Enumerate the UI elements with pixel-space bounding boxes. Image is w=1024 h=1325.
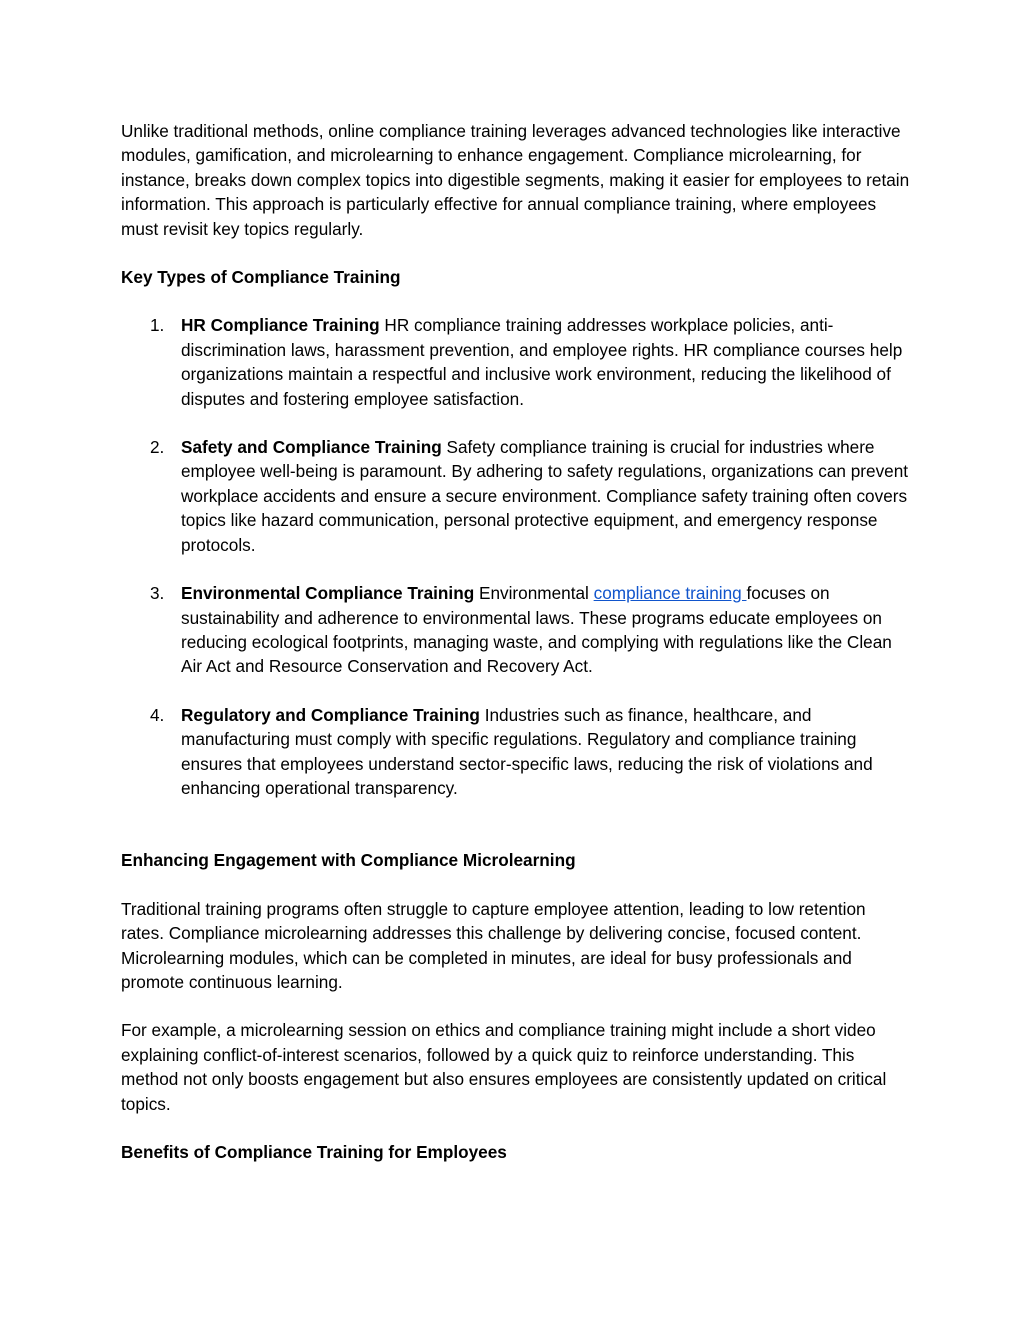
list-number: 3. xyxy=(150,583,165,604)
item-title: Regulatory and Compliance Training xyxy=(181,704,480,725)
list-number: 2. xyxy=(150,437,165,458)
list-item-hr xyxy=(121,313,911,411)
intro-paragraph: Unlike traditional methods, online compliance training leverages advanced technologies like interactive modules, gamification, and microlearning to enhance engagement. Compliance microlearning, for instance, breaks down complex topics into digestible segments, making it easier for employees to retain information. This approach is particularly effective for annual compliance training, where employees must revisit key topics regularly. xyxy=(121,121,910,239)
compliance-training-link[interactable]: compliance training xyxy=(593,583,747,604)
item-text: Industries such as finance, healthcare, and manufacturing must comply with specific regulations. Regulatory and compliance training ensures that employees understand sector-specific laws, reducing the risk of violations and enhancing operational transparency. xyxy=(181,704,873,798)
document-body xyxy=(121,119,911,1188)
engagement-heading: Enhancing Engagement with Compliance Microlearning xyxy=(121,850,576,871)
list-item-safety xyxy=(121,435,911,557)
benefits-heading: Benefits of Compliance Training for Employees xyxy=(121,1142,507,1162)
item-text: Safety compliance training is crucial for industries where employee well-being is paramount. By adhering to safety regulations, organizations can prevent workplace accidents and ensure a secure environment. Compliance safety training often covers topics like hazard communication, personal protective equipment, and emergency response protocols. xyxy=(181,437,909,555)
list-number: 4. xyxy=(150,704,165,725)
blank-line xyxy=(121,824,911,848)
item-text: HR compliance training addresses workplace policies, anti-discrimination laws, harassment prevention, and employee rights. HR compliance courses help organizations maintain a respectful and inclusive work environment, reducing the likelihood of disputes and fostering employee satisfaction. xyxy=(181,315,903,409)
list-item-environmental xyxy=(121,581,911,679)
engagement-paragraph-1: Traditional training programs often struggle to capture employee attention, leading to low retention rates. Compliance microlearning addresses this challenge by delivering concise, focused content. Microlearning modules, which can be completed in minutes, are ideal for busy professionals and promote continuous learning. xyxy=(121,898,866,992)
item-text-before-link: Environmental xyxy=(474,583,594,604)
key-types-heading: Key Types of Compliance Training xyxy=(121,267,401,288)
compliance-types-list xyxy=(121,313,911,800)
list-item-regulatory xyxy=(121,703,911,801)
item-title: Environmental Compliance Training xyxy=(181,583,475,604)
list-number: 1. xyxy=(150,315,165,336)
item-title: Safety and Compliance Training xyxy=(181,437,442,458)
item-title: HR Compliance Training xyxy=(181,315,380,336)
item-text-after-link: focuses on sustainability and adherence to environmental laws. These programs educate employees on reducing ecological footprints, managing waste, and complying with regulations like the Clean Air Act and Resource Conservation and Recovery Act. xyxy=(181,583,892,677)
engagement-paragraph-2: For example, a microlearning session on ethics and compliance training might include a short video explaining conflict-of-interest scenarios, followed by a quick quiz to reinforce understanding. This method not only boosts engagement but also ensures employees are consistently updated on critical topics. xyxy=(121,1020,887,1114)
